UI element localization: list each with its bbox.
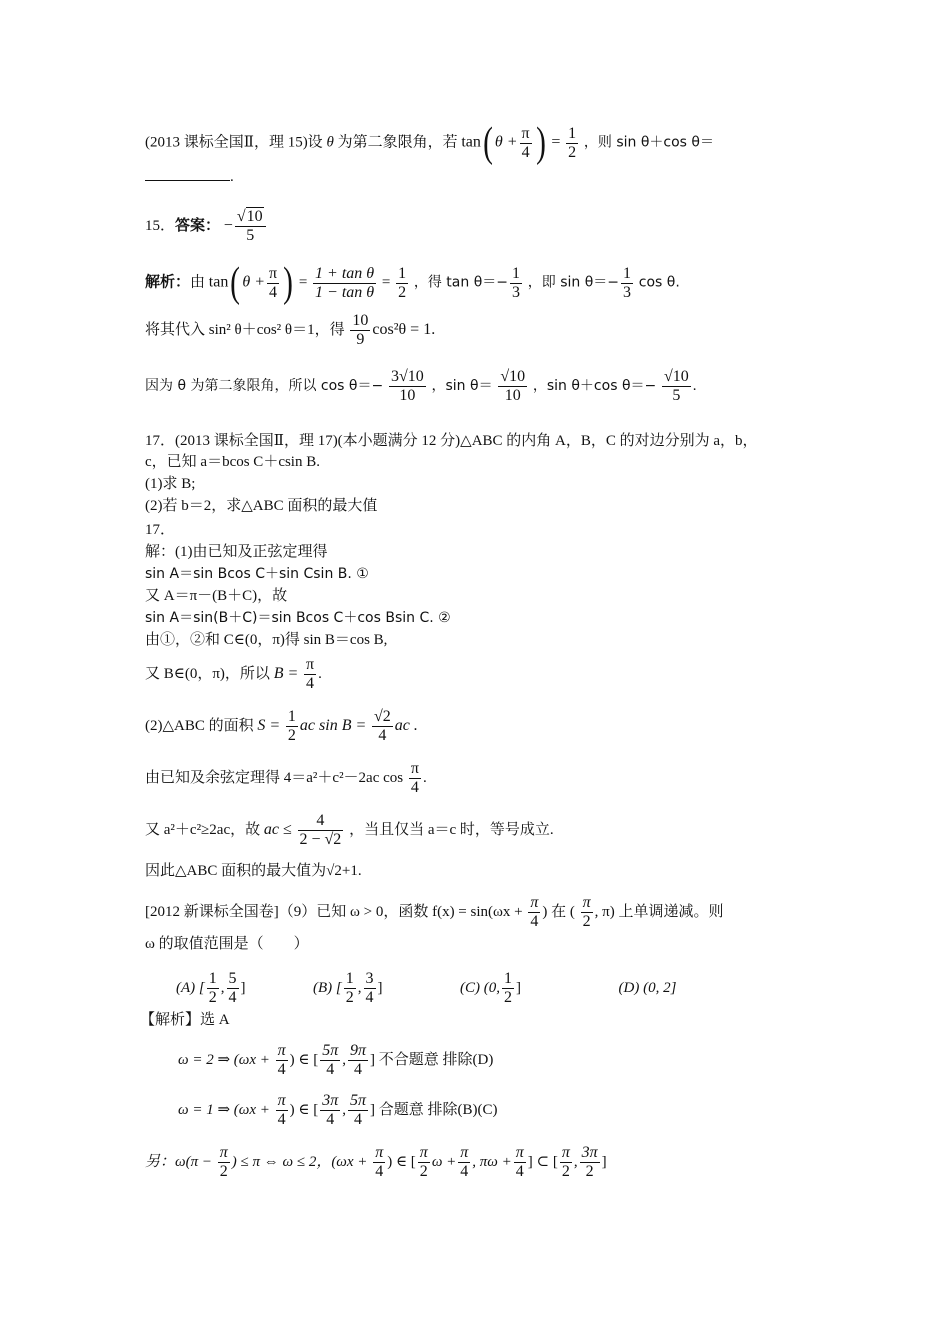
q2012-line2: ω 的取值范围是（ ）: [145, 936, 309, 952]
cos-eq: cos²θ = 1.: [372, 320, 436, 338]
sol17-line1: 17．: [145, 522, 176, 538]
fraction: $\frac{9\pi}{4}$: [350, 1042, 367, 1078]
fraction: $\frac{√10}{10}$: [500, 368, 526, 404]
because-text: ，sin θ＋cos θ＝−: [532, 377, 657, 394]
fraction: $\frac{3\pi}{2}$: [581, 1144, 598, 1180]
sol17-line11: 因此△ABC 面积的最大值为√2+1.: [145, 863, 362, 879]
fraction: $\frac{3}{4}$: [365, 970, 374, 1006]
one-half: $\frac{1}{2}$: [398, 264, 407, 301]
q2012-options: (A) [ $\frac{1}{2}$ , $\frac{5}{4}$ ] (B) [ $\frac{1}{2}$ , $\frac{3}{4}$ ] (C) (0, $\frac{1}{2}$ ] (D) (0, 2]: [176, 970, 677, 1006]
sol17-line7: 又 B∈(0，π)，所以 B = $\frac{\pi}{4}$ .: [145, 656, 322, 692]
pi-over-4: $\frac{\pi}{4}$: [521, 124, 530, 161]
q17-line4: (2)若 b＝2，求△ABC 面积的最大值: [145, 498, 378, 514]
sol-text: ，得 tan θ＝−: [413, 274, 508, 291]
area-expr: ac sin B =: [299, 716, 367, 734]
sol-text: (2)△ABC 的面积: [145, 717, 254, 734]
pi-over-4: $\frac{\pi}{4}$: [306, 656, 315, 692]
fraction: $\frac{4}{2 - √2}$: [299, 812, 342, 848]
sol15-line1: 解析：由 tan( θ + $\frac{\pi}{4}$ ) = $\frac{\text{1 + tan θ}}{\text{1 − tan θ}}$ = $\frac{1}{2}$ ，得 tan θ＝− $\frac{1}{3}$ ，即 sin θ＝− $\frac{1}{3}$ cos θ.: [145, 260, 680, 306]
pi-over-2: $\frac{\pi}{2}$: [582, 894, 591, 930]
reason-text: ) ∈ [: [289, 1101, 319, 1118]
sol17-line8: [145, 708, 810, 745]
sub-text: 将其代入 sin² θ＋cos² θ＝1，得: [145, 321, 345, 338]
sol-text: 又 a²＋c²≥2ac，故: [145, 821, 261, 838]
reason-text: ω = 1 ⇒ (ωx +: [178, 1101, 270, 1118]
sol17-line6: 由①，②和 C∈(0，π)得 sin B＝cos B,: [145, 632, 388, 648]
reason-text: ] 不合题意 排除(D): [370, 1051, 494, 1068]
theta-plus: θ +: [242, 273, 265, 291]
pi-over-4: $\frac{\pi}{4}$: [530, 894, 539, 930]
sol17-line9: 由已知及余弦定理得 4＝a²＋c²－2ac cos $\frac{\pi}{4}$ .: [145, 760, 427, 796]
minus: −: [223, 216, 233, 234]
option-b: (B) [: [313, 979, 342, 996]
q15-blank: [145, 168, 810, 186]
q17-line1: 17．(2013 课标全国Ⅱ，理 17)(本小题满分 12 分)△ABC 的内角 A，B，C 的对边分别为 a，b，: [145, 433, 758, 449]
pi-over-2: $\frac{\pi}{2}$: [419, 1144, 428, 1180]
pi-over-2: $\frac{\pi}{2}$: [561, 1144, 570, 1180]
answer-fraction: $\frac{√10}{5}$: [235, 208, 266, 245]
sol-text: ，当且仅当 a＝c 时，等号成立.: [349, 821, 554, 838]
reason-text: ] 合题意 排除(B)(C): [370, 1101, 498, 1118]
q17-line2: c，已知 a＝bcos C＋csin B.: [145, 454, 320, 470]
q2012-line1: [145, 894, 810, 931]
fraction: $\frac{1}{2}$: [345, 970, 354, 1006]
q2012-r1: ω = 2 ⇒ (ωx + $\frac{\pi}{4}$ ) ∈ [ $\frac{5\pi}{4}$ , $\frac{9\pi}{4}$ ] 不合题意 排除(D): [178, 1042, 494, 1078]
q15-line: (2013 课标全国Ⅱ，理 15)设 θ 为第二象限角，若 tan( θ + $\frac{\pi}{4}$ ) = $\frac{1}{2}$ ，则 sin θ＋cos θ＝: [145, 120, 714, 166]
fraction: $\frac{5\pi}{4}$: [350, 1092, 367, 1128]
reason-text: ) ∈ [: [289, 1051, 319, 1068]
sol17-line2: 解：(1)由已知及正弦定理得: [145, 544, 328, 560]
tan-fn: tan: [461, 133, 481, 151]
ac: ac .: [394, 716, 418, 734]
reason-text: , πω +: [472, 1153, 512, 1170]
sol-text: cos θ.: [638, 274, 680, 291]
fraction: $\frac{3\pi}{4}$: [322, 1092, 339, 1128]
solution-label: 解析：: [145, 274, 191, 291]
ac-le: ac ≤: [263, 820, 292, 838]
q2012-r2: ω = 1 ⇒ (ωx + $\frac{\pi}{4}$ ) ∈ [ $\frac{3\pi}{4}$ , $\frac{5\pi}{4}$ ] 合题意 排除(B)(C): [178, 1092, 498, 1128]
reason-text: ] ⊂ [: [527, 1153, 558, 1170]
tan-fn: tan: [208, 273, 229, 291]
sol-text: 又 B∈(0，π)，所以: [145, 665, 270, 682]
option-d: (D) (0, 2]: [618, 979, 677, 996]
pi-over-4: $\frac{\pi}{4}$: [515, 1144, 524, 1180]
pi-over-4: $\frac{\pi}{4}$: [277, 1042, 286, 1078]
reason-text: ]: [601, 1153, 607, 1170]
period: .: [692, 377, 697, 394]
a15-line: [145, 208, 810, 245]
theta: θ: [326, 134, 334, 151]
sol-text: ，即 sin θ＝−: [527, 274, 620, 291]
q15-ask: ，则 sin θ＋cos θ＝: [583, 134, 714, 151]
one-half: $\frac{1}{2}$: [287, 708, 296, 744]
because-text: ，sin θ＝: [431, 377, 493, 394]
sqrt2-over-4: $\frac{√2}{4}$: [374, 708, 391, 744]
sol17-line10: [145, 812, 810, 849]
pi-over-4: $\frac{\pi}{4}$: [277, 1092, 286, 1128]
q17-line3: (1)求 B;: [145, 476, 196, 492]
option-c: (C) (0,: [460, 979, 500, 996]
period: .: [230, 169, 234, 185]
pi-over-4: $\frac{\pi}{4}$: [268, 264, 278, 301]
pi-over-4: $\frac{\pi}{4}$: [410, 760, 419, 796]
fraction: $\frac{3√10}{10}$: [390, 368, 424, 404]
s-equals: S =: [257, 716, 281, 734]
option-a: (A) [: [176, 979, 205, 996]
fraction: $\frac{5}{4}$: [228, 970, 237, 1006]
reason-text: ) ≤ π ⇔ ω ≤ 2，(ωx +: [231, 1153, 368, 1170]
because15-line: [145, 368, 810, 405]
fraction: $\frac{1}{2}$: [504, 970, 512, 1006]
sub15-line: [145, 312, 810, 349]
sol17-line5: sin A＝sin(B＋C)＝sin Bcos C＋cos Bsin C. ②: [145, 610, 451, 626]
reason-text: 另：ω(π −: [145, 1153, 212, 1170]
sol-text: 由: [190, 274, 206, 291]
q-text: ) 在 (: [542, 903, 575, 920]
sol17-line4: 又 A＝π－(B＋C)，故: [145, 588, 288, 604]
one-third: $\frac{1}{3}$: [512, 264, 520, 301]
answer-label: 答案：: [175, 217, 221, 234]
fraction: $\frac{1}{2}$: [208, 970, 217, 1006]
sol17-line3: sin A＝sin Bcos C＋sin Csin B. ①: [145, 566, 369, 582]
pi-over-4: $\frac{\pi}{4}$: [460, 1144, 469, 1180]
q2012-answer: 【解析】选 A: [140, 1012, 230, 1028]
b-equals: B =: [273, 664, 299, 682]
one-half: $\frac{1}{2}$: [568, 124, 577, 161]
fraction: $\frac{√10}{5}$: [663, 368, 689, 404]
ten-ninths: $\frac{10}{9}$: [352, 312, 369, 348]
because-text: 因为 θ 为第二象限角，所以 cos θ＝−: [145, 377, 384, 394]
pi-over-2: $\frac{\pi}{2}$: [219, 1144, 228, 1180]
fraction: $\frac{5\pi}{4}$: [322, 1042, 339, 1078]
pi-over-4: $\frac{\pi}{4}$: [375, 1144, 384, 1180]
sol-text: 由已知及余弦定理得 4＝a²＋c²－2ac cos: [145, 769, 404, 786]
q15-text: 为第二象限角，若: [337, 134, 458, 151]
equals: =: [551, 133, 561, 151]
q15-source: (2013 课标全国Ⅱ，理 15)设: [145, 134, 323, 151]
one-third: $\frac{1}{3}$: [623, 264, 632, 301]
reason-text: ω +: [431, 1153, 457, 1170]
q2012-r3: 另：ω(π − $\frac{\pi}{2}$ ) ≤ π ⇔ ω ≤ 2，(ωx + $\frac{\pi}{4}$ ) ∈ [ $\frac{\pi}{2}$ ω + $\frac{\pi}{4}$ , πω + $\frac{\pi}{4}$ ] ⊂ [ $\frac{\pi}{2}$ , $\frac{3\pi}{2}$ ]: [145, 1144, 607, 1180]
reason-text: ω = 2 ⇒ (ωx +: [178, 1051, 270, 1068]
a15-number: 15．: [145, 217, 176, 234]
q-text: , π) 上单调递减。则: [594, 903, 724, 920]
answer-blank: [145, 168, 230, 181]
tan-fraction: $\frac{\text{1 + tan θ}}{\text{1 − tan θ}}$: [315, 264, 375, 301]
theta-plus: θ +: [494, 133, 518, 151]
reason-text: ) ∈ [: [387, 1153, 416, 1170]
q-text: [2012 新课标全国卷]（9）已知 ω > 0，函数 f(x) = sin(ωx +: [145, 903, 523, 920]
